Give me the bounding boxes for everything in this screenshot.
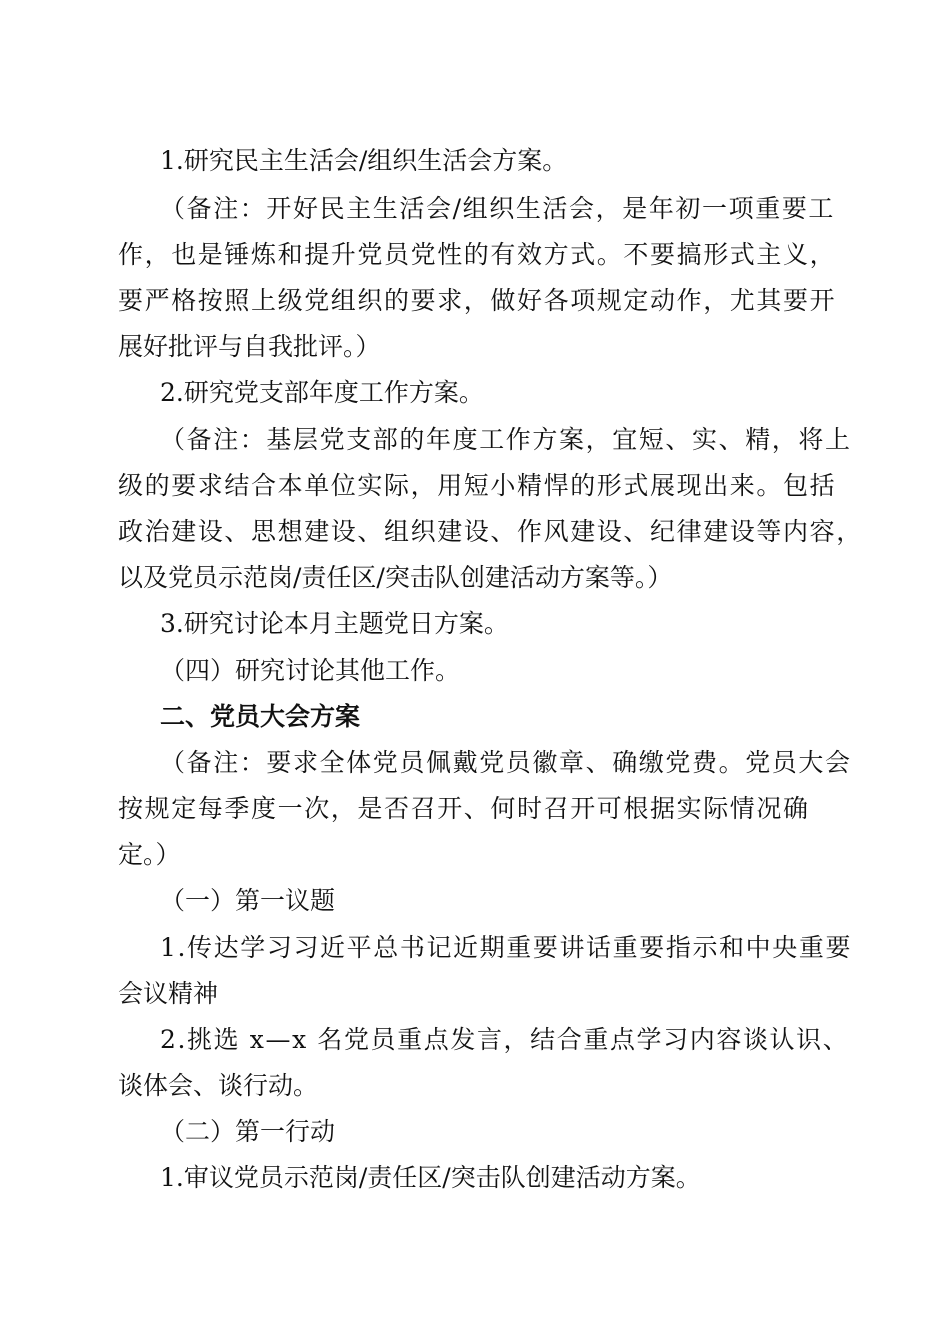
item-1-study-life-meeting-plan: 1.研究民主生活会/组织生活会方案。: [160, 146, 568, 175]
note-paragraph-line: 政治建设、思想建设、组织建设、作风建设、纪律建设等内容，: [118, 517, 863, 546]
note-paragraph-line: （备注：基层党支部的年度工作方案，宜短、实、精，将上: [160, 425, 852, 454]
item-2-select-speakers-continued: 谈体会、谈行动。: [118, 1071, 319, 1100]
note-paragraph-line: 定。）: [118, 840, 181, 869]
item-1-review-activity-plan: 1.审议党员示范岗/责任区/突击队创建活动方案。: [160, 1163, 701, 1192]
item-1-convey-study-continued: 会议精神: [118, 979, 219, 1008]
item-2-select-speakers: 2.挑选 x—x 名党员重点发言，结合重点学习内容谈认识、: [160, 1025, 850, 1054]
note-paragraph-line: （备注：开好民主生活会/组织生活会，是年初一项重要工: [160, 194, 836, 223]
note-paragraph-line: 要严格按照上级党组织的要求，做好各项规定动作，尤其要开: [118, 286, 837, 315]
note-paragraph-line: 级的要求结合本单位实际，用短小精悍的形式展现出来。包括: [118, 471, 837, 500]
note-paragraph-line: 作，也是锤炼和提升党员党性的有效方式。不要搞形式主义，: [118, 240, 837, 269]
note-paragraph-line: 展好批评与自我批评。）: [118, 332, 381, 361]
subsection-1-first-topic: （一）第一议题: [160, 886, 336, 915]
subsection-2-first-action: （二）第一行动: [160, 1117, 336, 1146]
note-paragraph-line: 按规定每季度一次，是否召开、何时召开可根据实际情况确: [118, 794, 810, 823]
item-2-branch-annual-plan: 2.研究党支部年度工作方案。: [160, 378, 484, 407]
note-paragraph-line: 以及党员示范岗/责任区/突击队创建活动方案等。）: [118, 563, 673, 592]
item-3-theme-party-day-plan: 3.研究讨论本月主题党日方案。: [160, 609, 509, 638]
item-1-convey-study: 1.传达学习习近平总书记近期重要讲话重要指示和中央重要: [160, 933, 853, 962]
subsection-4-other-work: （四）研究讨论其他工作。: [160, 656, 461, 685]
section-heading-party-member-meeting: 二、党员大会方案: [160, 702, 361, 731]
note-paragraph-line: （备注：要求全体党员佩戴党员徽章、确缴党费。党员大会: [160, 748, 852, 777]
